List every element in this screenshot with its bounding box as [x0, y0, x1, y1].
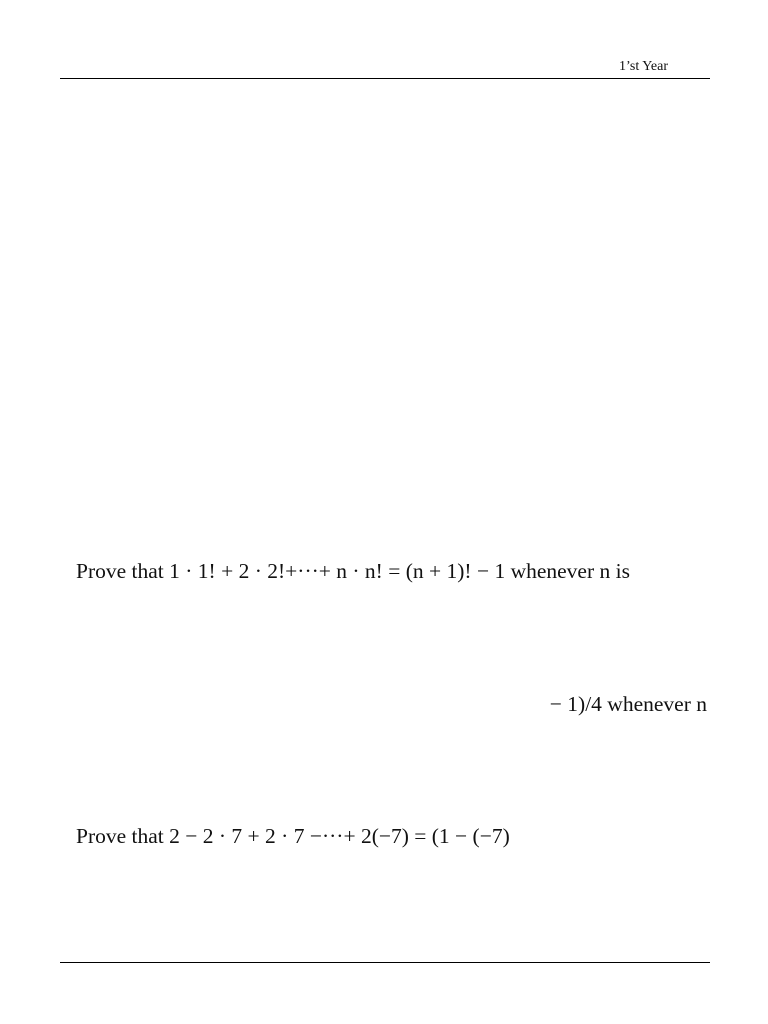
header-year-label: 1’st Year [619, 59, 669, 74]
header-rule [60, 78, 710, 79]
problem-line-geometric-sum: Prove that 2 − 2 · 7 + 2 · 7 −···+ 2(−7) = (1 − (−7) [76, 824, 510, 848]
problem-line-fragment: − 1)/4 whenever n [549, 692, 707, 716]
footer-rule [60, 962, 710, 963]
problem-line-factorial-sum: Prove that 1 · 1! + 2 · 2!+···+ n · n! = (n + 1)! − 1 whenever n is [76, 559, 630, 583]
